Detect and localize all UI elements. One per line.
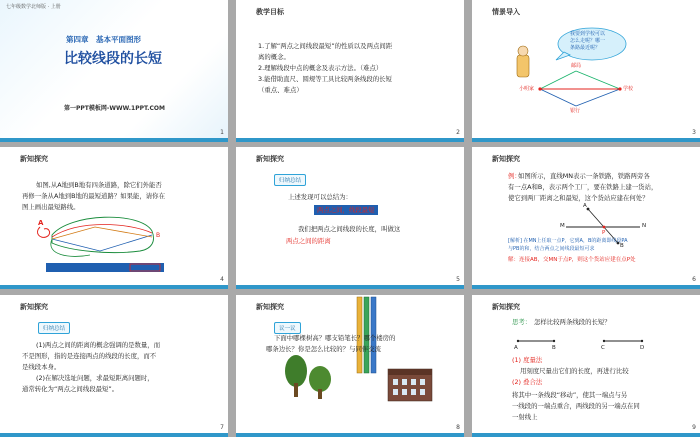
grade-label: 七年级数学北师版 · 上册 — [6, 4, 61, 10]
slide-number: 8 — [456, 424, 460, 431]
summary-intro: 上述发现可以总结为： — [288, 193, 352, 201]
slide-heading: 新知探究 — [492, 155, 520, 163]
point-p: P — [602, 230, 606, 236]
lesson-title: 比较线段的长短 — [64, 51, 162, 67]
bubble-text: 怎么走呢？哪一 — [570, 38, 606, 44]
slide-3[interactable] — [472, 0, 700, 142]
slide-9[interactable] — [472, 295, 700, 437]
footer-bar — [472, 433, 700, 437]
slide-8[interactable] — [236, 295, 464, 437]
discussion-line: 哪条边长？你是怎么比较的？与同伴交流 — [266, 345, 382, 353]
objective-line: 3.能借助直尺、圆规等工具比较两条线段的长短 — [258, 75, 392, 83]
summary-tag: 归纳总结 — [38, 322, 70, 334]
footer-bar — [236, 433, 464, 437]
point-d: D — [640, 345, 645, 351]
slide-number: 3 — [692, 129, 696, 136]
summary-line: 是线段本身。 — [22, 363, 61, 371]
slide-number: 2 — [456, 129, 460, 136]
road-diagram — [0, 147, 228, 289]
slide-4[interactable] — [0, 147, 228, 289]
summary-tag: 归纳总结 — [274, 174, 306, 186]
railway-diagram — [472, 147, 700, 289]
method-2-text: 将其中一条线段“移动”，使其一端点与另 — [512, 391, 628, 399]
discussion-tag: 议一议 — [274, 322, 301, 334]
footer-bar — [0, 433, 228, 437]
objective-line: （重点、难点） — [258, 86, 303, 94]
slide-heading: 新知探究 — [256, 155, 284, 163]
bubble-text: 我要到学校可以 — [570, 31, 606, 37]
cover-footer: 第一PPT模板网-WWW.1PPT.COM — [64, 105, 165, 112]
example-line: 如图所示，直线MN表示一条铁路，铁路两旁各 — [518, 172, 650, 180]
footer-bar — [472, 285, 700, 289]
example-label: 例： — [508, 172, 521, 180]
example-line: 使它到两厂距离之和最短，这个货站应建在何处？ — [508, 194, 649, 202]
footer-bar — [0, 285, 228, 289]
slide-number: 6 — [692, 276, 696, 283]
slide-heading: 情景导入 — [492, 8, 520, 16]
point-n: N — [642, 223, 647, 229]
point-b: B — [156, 232, 161, 239]
slide-heading: 新知探究 — [256, 303, 284, 311]
slide-7[interactable] — [0, 295, 228, 437]
slide-heading: 新知探究 — [492, 303, 520, 311]
method-1-text: 用刻度尺量出它们的长度，再进行比较 — [520, 367, 629, 375]
method-2-text: 一线段的一端点重合，两线段的另一端点在同 — [512, 402, 640, 410]
tree-2 — [309, 366, 331, 392]
footer-bar — [472, 138, 700, 142]
question-label: 思考： — [512, 318, 532, 326]
slide-6[interactable] — [472, 147, 700, 289]
footer-bar — [236, 285, 464, 289]
slide-number: 1 — [220, 129, 224, 136]
comparison-pictures — [236, 295, 464, 437]
slide-number: 9 — [692, 424, 696, 431]
objective-line: 1.了解“两点之间线段最短”的性质以及两点间距 — [258, 42, 393, 50]
problem-line: 如图,从A地到B地有四条道路，除它们外能否 — [36, 181, 162, 189]
summary-line: 通常转化为“两点之间线段最短”。 — [22, 385, 119, 393]
question-text: 怎样比较两条线段的长短？ — [534, 318, 611, 326]
bubble-text: 条路最近呢？ — [570, 45, 601, 51]
point-m: M — [560, 223, 565, 229]
label-bank: 银行 — [570, 108, 581, 114]
footer-bar — [0, 138, 228, 142]
slide-number: 7 — [220, 424, 224, 431]
problem-line: 图上画出最短路线。 — [22, 203, 80, 211]
point-b: B — [552, 345, 556, 351]
slide-number: 5 — [456, 276, 460, 283]
problem-line: 再修一条从A地到B地的最短道路？如果能，请你在 — [22, 192, 165, 200]
analysis-line: 与PB的和，结合两点之间线段最短可求 — [508, 246, 595, 252]
summary-line: (2)在解决选址问题，求最短距离问题时， — [36, 374, 154, 382]
method-2-title: (2) 叠合法 — [512, 378, 543, 386]
method-2-text: 一射线上 — [512, 413, 538, 421]
cover-background — [0, 0, 228, 142]
footer-bar — [236, 138, 464, 142]
label-school: 学校 — [623, 86, 634, 92]
student-head — [518, 46, 528, 56]
slide-2[interactable] — [236, 0, 464, 142]
definition-line: 我们把两点之间线段的长度，叫做这 — [298, 225, 401, 233]
route-diagram — [472, 0, 700, 142]
student-figure — [517, 55, 529, 77]
highlight-box: 两点之间，线段最短 — [314, 205, 378, 215]
example-line: 有一点A和B，表示两个工厂，要在铁路上建一货站， — [508, 183, 658, 191]
slide-heading: 新知探究 — [20, 303, 48, 311]
slide-heading: 新知探究 — [20, 155, 48, 163]
solution-line: 解：连接AB，交MN于点P，则这个货站应建在点P处 — [508, 257, 636, 263]
chapter-title: 第四章 基本平面图形 — [66, 35, 141, 44]
point-a: A — [38, 219, 44, 227]
discussion-line: 下面中哪棵树高？哪支铅笔长？哪个楼房的 — [274, 334, 396, 342]
summary-line: 不是图形，指的是连接两点的线段的长度，而不 — [22, 352, 157, 360]
definition-term: 两点之间的距离 — [286, 237, 331, 245]
label-home: 小明家 — [519, 86, 535, 92]
label-post-office: 邮局 — [571, 63, 582, 69]
objective-line: 离的概念。 — [258, 53, 290, 61]
point-a: A — [583, 203, 587, 209]
point-a: A — [514, 345, 518, 351]
slide-1[interactable] — [0, 0, 228, 142]
objective-line: 2.理解线段中点的概念及表示方法。（难点） — [258, 64, 383, 72]
method-1-title: (1) 度量法 — [512, 356, 543, 364]
slide-heading: 教学目标 — [256, 8, 284, 16]
slide-5[interactable] — [236, 147, 464, 289]
slide-number: 4 — [220, 276, 224, 283]
analysis-line: [解析] 在MN上任取一点P，它到A，B的距离即线段PA — [508, 238, 628, 244]
point-c: C — [601, 345, 605, 351]
tree-1 — [285, 355, 307, 387]
point-b: B — [620, 243, 624, 249]
summary-line: (1)两点之间的距离的概念强调的是数量，而 — [36, 341, 161, 349]
